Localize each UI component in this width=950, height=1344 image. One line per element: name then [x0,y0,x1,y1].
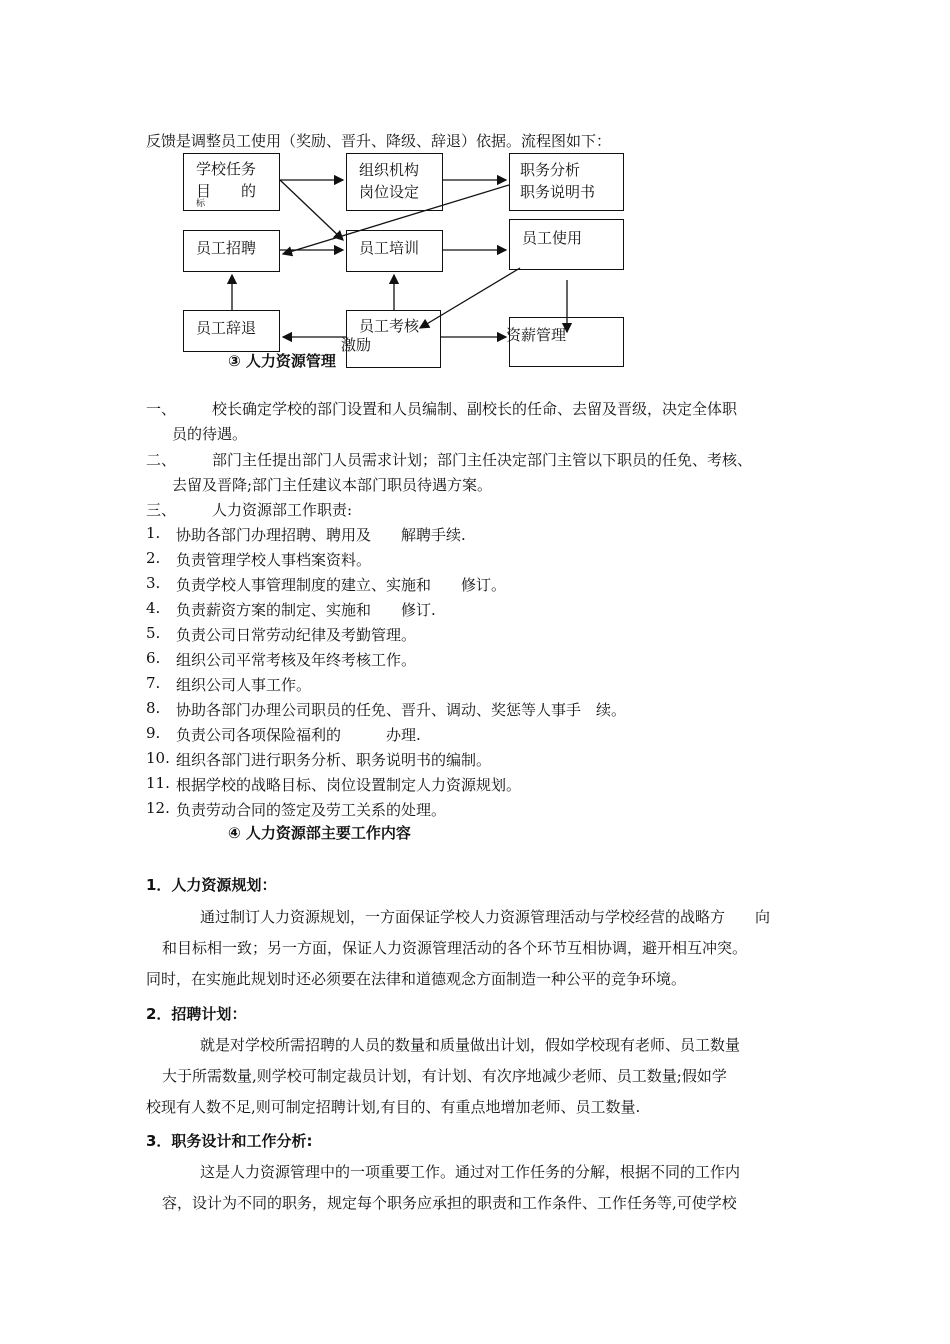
flow-box-salary [506,317,624,367]
flow-box-label: 岗位设定 [359,183,420,201]
list-item-number: 6. [146,649,161,667]
list-item-number: 8. [146,699,161,717]
flow-box-org-structure [346,153,443,211]
list-item: 负责薪资方案的制定、实施和 修订. [176,601,436,619]
list-item-number: 4. [146,599,161,617]
paragraph-line: 同时，在实施此规划时还必须要在法律和道德观念方面制造一种公平的竞争环境。 [146,970,687,988]
flow-box-label: 激励 [341,336,372,354]
list-item: 负责公司各项保险福利的 办理. [176,726,421,744]
list-item: 负责学校人事管理制度的建立、实施和 修订。 [176,576,507,594]
flow-box-label: 标 [196,199,206,209]
paragraph-line: 容，设计为不同的职务，规定每个职务应承担的职责和工作条件、工作任务等,可使学校 [162,1194,737,1212]
flow-box-label: 员工辞退 [196,319,257,337]
list-item-number: 7. [146,674,161,692]
authority-line: 校长确定学校的部门设置和人员编制、副校长的任命、去留及晋级，决定全体职 [212,400,738,418]
list-item: 组织公司平常考核及年终考核工作。 [176,651,417,669]
authority-line: 员的待遇。 [172,425,248,443]
list-item: 负责公司日常劳动纪律及考勤管理。 [176,626,417,644]
flow-box-dismissal [183,310,280,352]
list-item: 根据学校的战略目标、岗位设置制定人力资源规划。 [176,776,522,794]
authority-num: 二、 [146,451,177,469]
flow-box-label: 组织机构 [359,161,420,179]
flow-box-employment [509,219,624,270]
list-item-number: 12. [146,799,170,817]
flow-box-recruitment [183,230,280,272]
list-item-number: 3. [146,574,161,592]
flow-box-label: 职务说明书 [520,183,596,201]
flow-box-label: 员工培训 [359,239,420,257]
section-heading: 1．人力资源规划： [146,876,277,894]
flow-box-label: 职务分析 [520,161,581,179]
paragraph-line: 校现有人数不足,则可制定招聘计划,有目的、有重点地增加老师、员工数量. [146,1098,641,1116]
flow-box-label: 员工使用 [522,229,583,247]
authority-line: 部门主任提出部门人员需求计划；部门主任决定部门主管以下职员的任免、考核、 [212,451,753,469]
list-item: 组织各部门进行职务分析、职务说明书的编制。 [176,751,492,769]
section-caption: ④ 人力资源部主要工作内容 [228,824,411,842]
flow-box-label: 目 的 [196,182,257,200]
list-item: 负责劳动合同的签定及劳工关系的处理。 [176,801,447,819]
authority-line: 去留及晋降;部门主任建议本部门职员待遇方案。 [172,476,493,494]
flow-box-assessment [341,310,441,368]
authority-line: 人力资源部工作职责: [212,501,353,519]
paragraph-line: 就是对学校所需招聘的人员的数量和质量做出计划，假如学校现有老师、员工数量 [200,1036,741,1054]
paragraph-line: 通过制订人力资源规划，一方面保证学校人力资源管理活动与学校经营的战略方 向 [200,908,771,926]
section-heading: 2．招聘计划： [146,1005,247,1023]
flow-box-job-analysis [509,153,624,211]
list-item-number: 5. [146,624,161,642]
flow-arrow [280,180,343,240]
flow-box-label: 资薪管理 [506,326,567,344]
list-item-number: 2. [146,549,161,567]
intro-text: 反馈是调整员工使用（奖励、晋升、降级、辞退）依据。流程图如下： [146,132,612,150]
figure-caption: ③ 人力资源管理 [228,352,336,370]
list-item-number: 10. [146,749,170,767]
flow-box-label: 员工考核 [359,317,420,335]
flow-box-label: 员工招聘 [196,239,257,257]
flow-arrows [0,0,950,400]
list-item: 组织公司人事工作。 [176,676,312,694]
paragraph-line: 大于所需数量,则学校可制定裁员计划，有计划、有次序地减少老师、员工数量;假如学 [162,1067,727,1085]
flow-box-label: 学校任务 [196,160,257,178]
authority-num: 一、 [146,400,177,418]
list-item: 协助各部门办理公司职员的任免、晋升、调动、奖惩等人事手 续。 [176,701,627,719]
list-item-number: 9. [146,724,161,742]
list-item-number: 1. [146,524,161,542]
list-item: 协助各部门办理招聘、聘用及 解聘手续. [176,526,466,544]
paragraph-line: 和目标相一致；另一方面，保证人力资源管理活动的各个环节互相协调，避开相互冲突。 [162,939,748,957]
authority-num: 三、 [146,501,177,519]
list-item-number: 11. [146,774,170,792]
flow-box-training [346,230,443,272]
flow-box-school-goals [183,153,280,211]
list-item: 负责管理学校人事档案资料。 [176,551,372,569]
section-heading: 3．职务设计和工作分析: [146,1132,313,1150]
paragraph-line: 这是人力资源管理中的一项重要工作。通过对工作任务的分解，根据不同的工作内 [200,1163,741,1181]
